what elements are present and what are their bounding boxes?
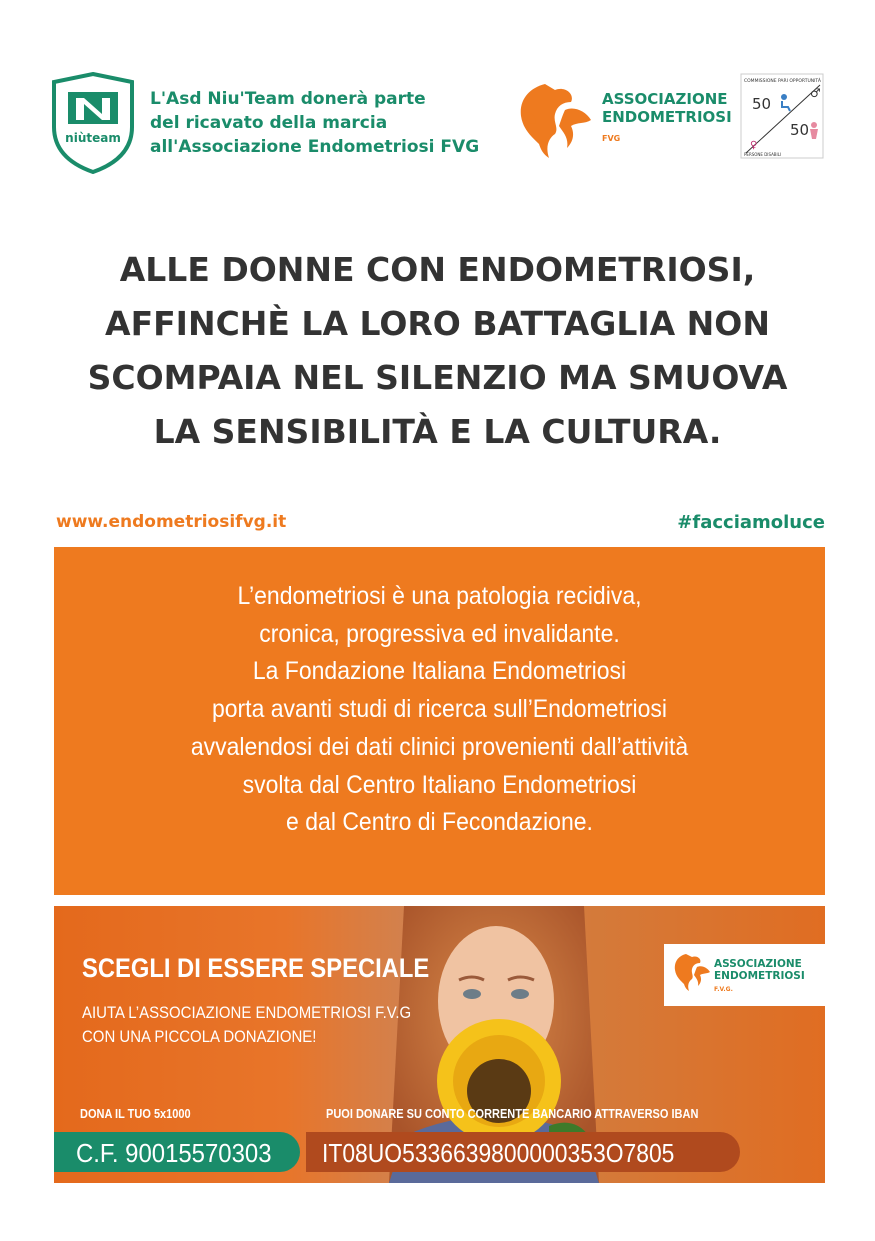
- woman-profile-small-icon: [672, 950, 712, 994]
- website-link[interactable]: www.endometriosifvg.it: [56, 512, 287, 532]
- woman-figure-icon: [811, 122, 817, 128]
- badge-value-top: 50: [752, 95, 772, 113]
- dedication-line: SCOMPAIA NEL SILENZIO MA SMUOVA: [87, 358, 788, 397]
- header-message-line: del ricavato della marcia: [150, 113, 388, 133]
- banner-subtitle-line: CON UNA PICCOLA DONAZIONE!: [82, 1027, 317, 1046]
- association-brand: [602, 90, 732, 148]
- info-line: L’endometriosi è una patologia recidiva,: [237, 582, 642, 610]
- tax-code: C.F. 90015570303: [76, 1138, 272, 1168]
- iban-code: IT08UO5336639800000353O7805: [322, 1138, 675, 1168]
- header-message-line: L'Asd Niu'Team donerà parte: [150, 89, 426, 109]
- donation-banner: [54, 906, 825, 1183]
- badge-value-bottom: 50: [790, 121, 810, 139]
- dedication-line: ALLE DONNE CON ENDOMETRIOSI,: [119, 250, 756, 289]
- badge-bottom-text: PERSONE DISABILI: [744, 152, 782, 157]
- banner-logo-text: [714, 958, 825, 996]
- niu-team-logo: [50, 72, 136, 174]
- banner-logo-line: ASSOCIAZIONE: [714, 958, 802, 970]
- association-region: FVG: [602, 134, 621, 143]
- banner-subtitle: [82, 1001, 411, 1049]
- iban-label: PUOI DONARE SU CONTO CORRENTE BANCARIO ATTRAVERSO IBAN: [326, 1107, 699, 1121]
- banner-logo-line: ENDOMETRIOSI: [714, 970, 805, 982]
- info-line: cronica, progressiva ed invalidante.: [259, 619, 620, 648]
- donate-5x1000-label: DONA IL TUO 5x1000: [80, 1107, 191, 1121]
- info-line: porta avanti studi di ricerca sull’Endometriosi: [211, 695, 668, 724]
- sunflower-icon: [437, 1019, 561, 1143]
- banner-title: SCEGLI DI ESSERE SPECIALE: [82, 953, 430, 983]
- dedication-line: AFFINCHÈ LA LORO BATTAGLIA NON: [105, 304, 770, 343]
- woman-profile-logo-icon: [515, 80, 605, 160]
- info-line: e dal Centro di Fecondazione.: [286, 808, 593, 837]
- dedication-heading: [40, 243, 835, 459]
- header-message: [150, 87, 510, 159]
- banner-logo-region: F.V.G.: [714, 986, 733, 993]
- hashtag: #facciamoluce: [677, 512, 825, 533]
- association-name-line: ENDOMETRIOSI: [602, 108, 732, 126]
- info-line: svolta dal Centro Italiano Endometriosi: [242, 770, 637, 799]
- dedication-line: LA SENSIBILITÀ E LA CULTURA.: [153, 412, 722, 451]
- info-line: avvalendosi dei dati clinici provenienti dall’attività: [190, 732, 689, 761]
- banner-subtitle-line: AIUTA L’ASSOCIAZIONE ENDOMETRIOSI F.V.G: [82, 1003, 412, 1022]
- header-message-line: all'Associazione Endometriosi FVG: [150, 137, 480, 157]
- male-symbol-icon: ♂: [810, 86, 821, 100]
- female-symbol-icon: ♀: [750, 140, 758, 151]
- badge-title: COMMISSIONE PARI OPPORTUNITÀ: [744, 79, 821, 84]
- pari-opportunita-badge: [740, 73, 824, 159]
- info-line: La Fondazione Italiana Endometriosi: [252, 657, 627, 686]
- info-text: [54, 578, 825, 842]
- wheelchair-icon: [781, 94, 787, 100]
- association-name-line: ASSOCIAZIONE: [602, 90, 728, 108]
- niu-logo-text: niùteam: [65, 131, 121, 145]
